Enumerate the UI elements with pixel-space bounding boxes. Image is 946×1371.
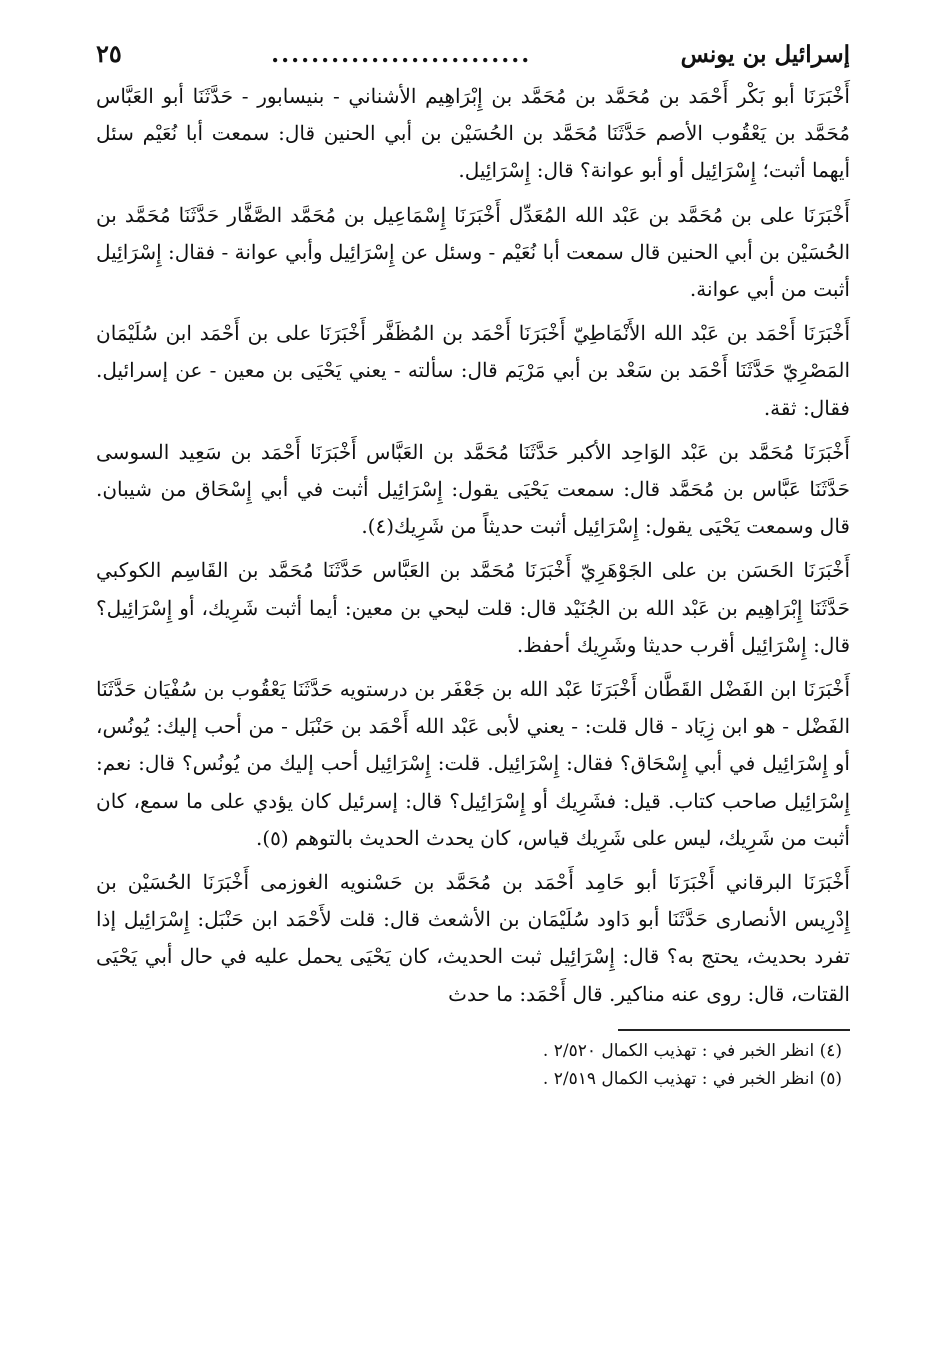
book-page bbox=[96, 34, 850, 1347]
paragraph-4: أَخْبَرَنَا مُحَمَّد بن عَبْد الوَاحِد الأكبر حَدَّثَنَا مُحَمَّد بن العَبَّاس أَخْبَرَنَا أَحْمَد بن سَعِيد السوسى حَدَّثَنَا عَبَّاس بن مُحَمَّد قال: سمعت يَحْيَى يقول: إِسْرَائِيل أثبت في أبي إِسْحَاق من شيبان. قال وسمعت يَحْيَى يقول: إِسْرَائِيل أثبت حديثاً من شَرِيك(٤). bbox=[96, 439, 850, 539]
paragraph-5: أَخْبَرَنَا الحَسَن بن على الجَوْهَرِيّ أَخْبَرَنَا مُحَمَّد بن العَبَّاس حَدَّثَنَا مُحَمَّد بن القَاسِم الكوكبي حَدَّثَنَا إِبْرَاهِيم بن عَبْد الله بن الجُنَيْد قال: قلت ليحي بن معين: أيما أثبت شَرِيك، أو إِسْرَائِيل؟ قال: إِسْرَائِيل أقرب حديثا وشَرِيك أحفظ. bbox=[96, 558, 850, 657]
running-title: إسرائيل بن يونس bbox=[680, 41, 850, 68]
paragraph-6: أَخْبَرَنَا ابن الفَضْل القَطَّان أَخْبَرَنَا عَبْد الله بن جَعْفَر بن درستويه حَدَّثَنَا يَعْقُوب بن سُفْيَان حَدَّثَنَا الفَضْل - هو ابن زِيَاد - قال قلت: - يعني لأبى عَبْد الله أَحْمَد بن حَنْبَل - من أحب إليك: يُونُس، أو إِسْرَائِيل في أبي إِسْحَاق؟ فقال: إِسْرَائِيل. قلت: إِسْرَائِيل أحب إليك من يُونُس؟ قال: نعم: إِسْرَائِيل صاحب كتاب. قيل: فشَرِيك أو إِسْرَائِيل؟ قال: إسرئيل كان يؤدي على ما سمع، كان أثبت من شَرِيك، ليس على شَرِيك قياس، كان يحدث الحديث بالتوهم (٥). bbox=[96, 677, 850, 850]
paragraph-7: أَخْبَرَنَا البرقاني أَخْبَرَنَا أبو حَامِد أَحْمَد بن مُحَمَّد بن حَسْنويه الغوزمى أَخْبَرَنَا الحُسَيْن بن إِدْرِيس الأنصارى حَدَّثَنَا أبو دَاود سُلَيْمَان بن الأشعث قال: قلت لأَحْمَد ابن حَنْبَل: إِسْرَائِيل إذا تفرد بحديث، يحتج به؟ قال: إِسْرَائِيل ثبت الحديث، كان يَحْيَى يحمل عليه في حال أبي يَحْيَى القتات، قال: روى عنه مناكير. قال أَحْمَد: ما حدث bbox=[96, 870, 850, 1006]
paragraph-1: أَخْبَرَنَا أبو بَكْر أَحْمَد بن مُحَمَّد بن مُحَمَّد بن إِبْرَاهِيم الأشناني - بنيسابور - حَدَّثَنَا أبو العَبَّاس مُحَمَّد بن يَعْقُوب الأصم حَدَّثَنَا مُحَمَّد بن الحُسَيْن بن أبي الحنين قال: سمعت أبا نُعَيْم سئل أيهما أثبت؛ إِسْرَائِيل أو أبو عوانة؟ قال: إِسْرَائِيل. bbox=[96, 84, 850, 183]
footnote-5: (٥) انظر الخبر في : تهذيب الكمال ٢/٥١٩ . bbox=[542, 1068, 842, 1089]
footnote-4: (٤) انظر الخبر في : تهذيب الكمال ٢/٥٢٠ . bbox=[542, 1040, 842, 1061]
main-text bbox=[96, 78, 850, 1013]
running-header bbox=[96, 34, 850, 74]
footnotes bbox=[96, 1037, 842, 1093]
header-leader-dots: .......................... bbox=[271, 41, 532, 68]
footnote-divider bbox=[618, 1029, 850, 1031]
page-number: ٢٥ bbox=[96, 39, 122, 68]
paragraph-2: أَخْبَرَنَا على بن مُحَمَّد بن عَبْد الله المُعَدِّل أَخْبَرَنَا إِسْمَاعِيل بن مُحَمَّد الصَّفَّار حَدَّثَنَا مُحَمَّد بن الحُسَيْن بن أبي الحنين قال سمعت أبا نُعَيْم - وسئل عن إِسْرَائِيل وأبي عوانة - فقال: إِسْرَائِيل أثبت من أبي عوانة. bbox=[96, 202, 850, 302]
paragraph-3: أَخْبَرَنَا أَحْمَد بن عَبْد الله الأَنْمَاطِيّ أَخْبَرَنَا أَحْمَد بن المُظَفَّر أَخْبَرَنَا على بن أَحْمَد ابن سُلَيْمَان المَصْرِيّ حَدَّثَنَا أَحْمَد بن سَعْد بن أبي مَرْيَم قال: سألته - يعني يَحْيَى بن معين - عن إسرائيل. فقال: ثقة. bbox=[96, 321, 850, 420]
